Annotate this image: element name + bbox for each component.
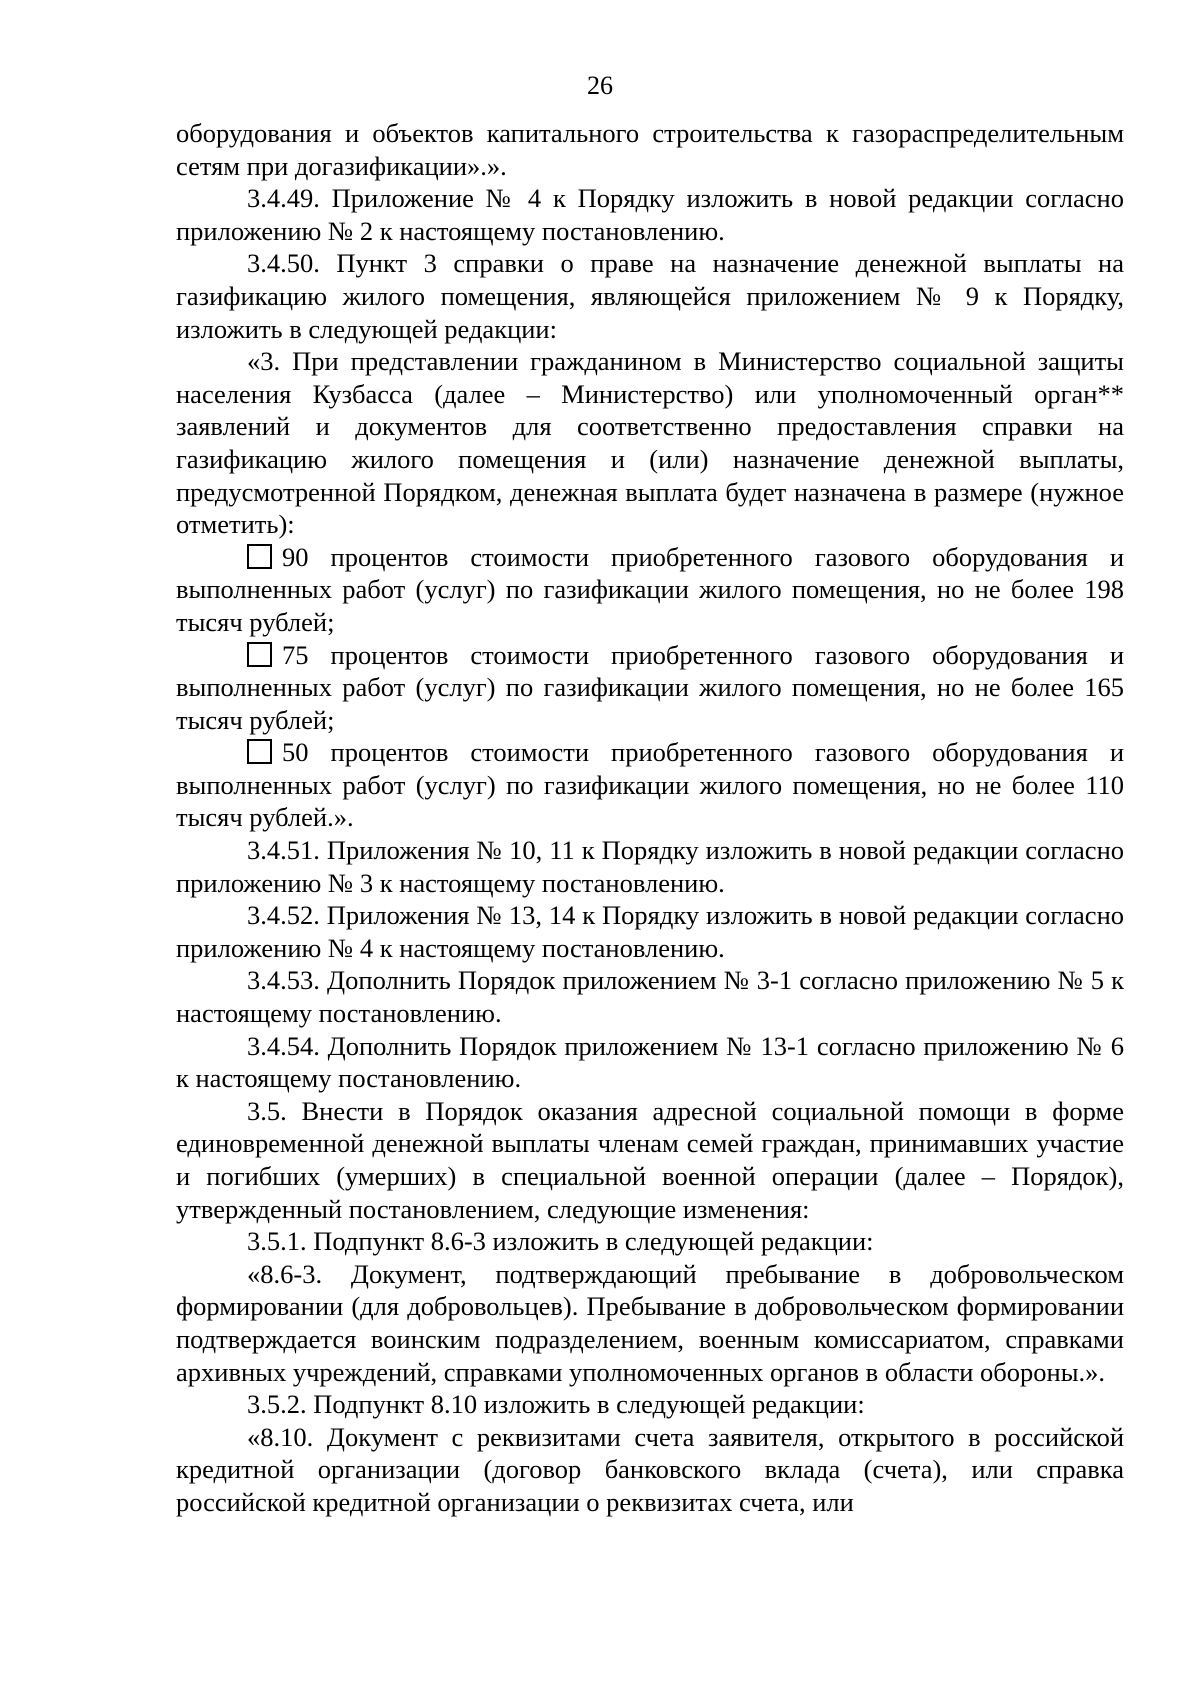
paragraph (176, 345, 1124, 541)
paragraph-text: 3.4.52. Приложения № 13, 14 к Порядку изложить в новой редакции согласно приложению № 4 к настоящему постановлению. (176, 900, 1124, 963)
paragraph-text: 3.4.51. Приложения № 10, 11 к Порядку изложить в новой редакции согласно приложению № 3 к настоящему постановлению. (176, 835, 1124, 898)
checkbox-icon[interactable] (247, 642, 272, 667)
document-body (176, 117, 1124, 1519)
paragraph-text: «8.6-3. Документ, подтверждающий пребывание в добровольческом формировании (для добровольцев). Пребывание в добровольческом формировании подтверждается воинским подразделением, военным комиссариатом, справками архивных учреждений, справками уполномоченных органов в области обороны.». (176, 1258, 1124, 1387)
paragraph-text: 90 процентов стоимости приобретенного газового оборудования и выполненных работ (услуг) по газификации жилого помещения, но не более 198 тысяч рублей; (176, 541, 1124, 637)
paragraph-text: 3.4.49. Приложение № 4 к Порядку изложить в новой редакции согласно приложению № 2 к настоящему постановлению. (176, 183, 1124, 246)
checkbox-option-50 (176, 736, 1124, 834)
paragraph-text: оборудования и объектов капитального строительства к газораспределительным сетям при догазификации».». (176, 118, 1124, 181)
paragraph-text: 3.5.1. Подпункт 8.6-3 изложить в следующей редакции: (247, 1226, 874, 1257)
checkbox-icon[interactable] (247, 544, 272, 569)
paragraph (176, 1030, 1124, 1095)
paragraph-text: 3.4.54. Дополнить Порядок приложением № 13-1 согласно приложению № 6 к настоящему постановлению. (176, 1030, 1124, 1094)
paragraph-text: 3.5. Внести в Порядок оказания адресной социальной помощи в форме единовременной денежной выплаты членам семей граждан, принимавших участие и погибших (умерших) в специальной военной операции (далее – Порядок), утвержденный постановлением, следующие изменения: (176, 1095, 1124, 1224)
paragraph (176, 1225, 1124, 1258)
paragraph-text: 50 процентов стоимости приобретенного газового оборудования и выполненных работ (услуг) по газификации жилого помещения, но не более 110 тысяч рублей.». (176, 737, 1124, 833)
paragraph (176, 1258, 1124, 1388)
paragraph (176, 1095, 1124, 1225)
paragraph-text: 3.4.53. Дополнить Порядок приложением № 3-1 согласно приложению № 5 к настоящему постановлению. (176, 965, 1124, 1029)
checkbox-icon[interactable] (247, 739, 272, 764)
paragraph (176, 1421, 1124, 1519)
paragraph (176, 899, 1124, 964)
paragraph-text: 3.5.2. Подпункт 8.10 изложить в следующей редакции: (247, 1389, 865, 1420)
paragraph-text: 75 процентов стоимости приобретенного газового оборудования и выполненных работ (услуг) по газификации жилого помещения, но не более 165 тысяч рублей; (176, 639, 1124, 735)
paragraph (176, 117, 1124, 182)
checkbox-option-75 (176, 639, 1124, 737)
paragraph (176, 1388, 1124, 1421)
paragraph-text: 3.4.50. Пункт 3 справки о праве на назначение денежной выплаты на газификацию жилого помещения, являющейся приложением № 9 к Порядку, изложить в следующей редакции: (176, 248, 1124, 344)
paragraph-text: «8.10. Документ с реквизитами счета заявителя, открытого в российской кредитной организации (договор банковского вклада (счета), или справка российской кредитной организации о реквизитах счета, или (176, 1421, 1124, 1517)
page-number: 26 (587, 71, 613, 100)
paragraph (176, 247, 1124, 345)
paragraph (176, 834, 1124, 899)
paragraph (176, 964, 1124, 1029)
paragraph (176, 182, 1124, 247)
paragraph-text: «3. При представлении гражданином в Министерство социальной защиты населения Кузбасса (далее – Министерство) или уполномоченный орган** заявлений и документов для соответственно предоставления справки на газификацию жилого помещения и (или) назначение денежной выплаты, предусмотренной Порядком, денежная выплата будет назначена в размере (нужное отметить): (176, 346, 1124, 540)
checkbox-option-90 (176, 541, 1124, 639)
